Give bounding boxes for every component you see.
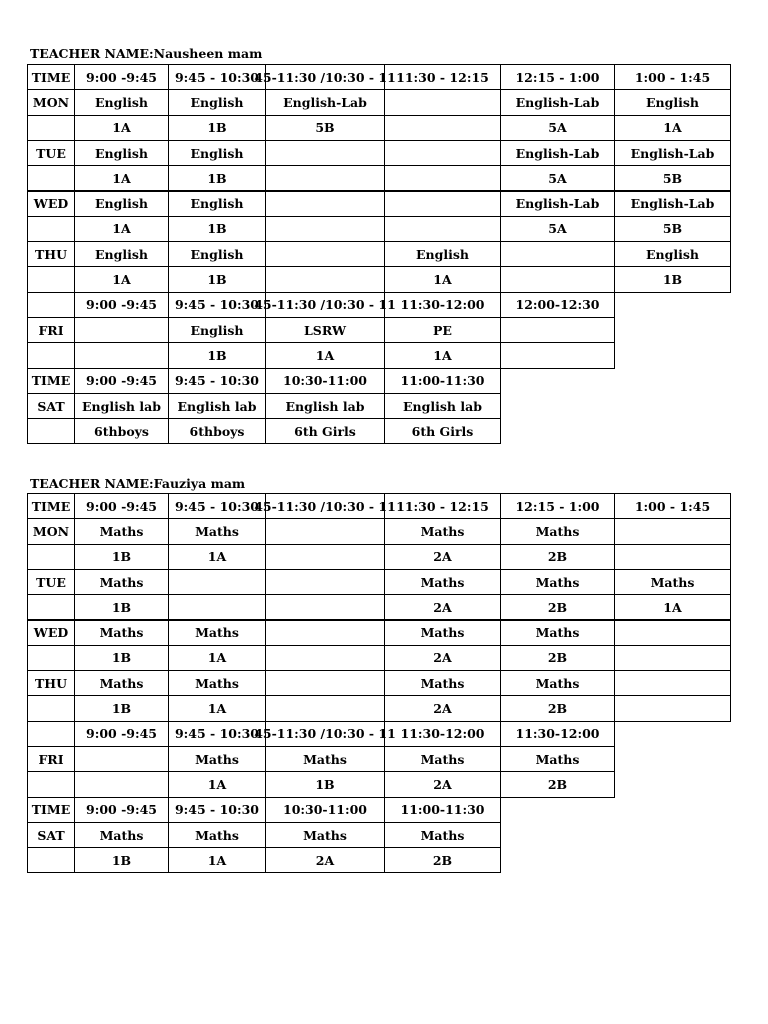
table-cell: 1B: [265, 771, 385, 797]
day-cell: WED: [27, 620, 75, 646]
table-cell: [265, 140, 385, 166]
table-cell: [265, 594, 385, 620]
table-cell: Maths: [614, 569, 731, 595]
day-cell: [27, 771, 75, 797]
day-cell: [27, 115, 75, 141]
day-cell: TIME: [27, 368, 75, 394]
table-cell: English: [74, 241, 169, 267]
table-cell: Maths: [384, 518, 501, 544]
time-header-cell: 12:15 - 1:00: [500, 493, 615, 519]
table-cell: 2B: [384, 847, 501, 873]
table-cell: 5B: [614, 165, 731, 191]
table-cell: 1B: [74, 544, 169, 570]
time-header-cell: 11:30-12:00: [384, 721, 501, 747]
time-header-cell: 11:30-12:00: [500, 721, 615, 747]
table-cell: Maths: [74, 518, 169, 544]
table-cell: Maths: [168, 670, 266, 696]
time-header-cell: 9:00 -9:45: [74, 493, 169, 519]
table-cell: [168, 594, 266, 620]
table-cell: 2A: [384, 544, 501, 570]
table-cell: Maths: [74, 822, 169, 848]
table-cell: [74, 317, 169, 343]
table-cell: English lab: [74, 393, 169, 419]
table-cell: 1B: [168, 115, 266, 141]
time-header-cell: 9:00 -9:45: [74, 292, 169, 318]
time-header-cell: 10:30-11:00: [265, 368, 385, 394]
table-cell: 1B: [74, 695, 169, 721]
day-cell: TIME: [27, 493, 75, 519]
day-cell: THU: [27, 670, 75, 696]
time-header-cell: 9:00 -9:45: [74, 368, 169, 394]
table-cell: 1A: [168, 645, 266, 671]
day-cell: TIME: [27, 64, 75, 90]
table-cell: 1B: [74, 645, 169, 671]
time-header-cell: 1:00 - 1:45: [614, 493, 731, 519]
time-header-cell: 1:00 - 1:45: [614, 64, 731, 90]
table-cell: 1A: [168, 771, 266, 797]
table-cell: English: [74, 140, 169, 166]
teacher-name-title: TEACHER NAME:Nausheen mam: [30, 46, 263, 61]
day-cell: [27, 544, 75, 570]
table-cell: 2A: [265, 847, 385, 873]
table-cell: [265, 695, 385, 721]
time-header-cell: 9:45 - 10:30: [168, 721, 266, 747]
table-cell: 1A: [168, 544, 266, 570]
table-cell: [614, 518, 731, 544]
table-cell: 2B: [500, 544, 615, 570]
table-cell: [265, 544, 385, 570]
time-header-cell: 45-11:30 /10:30 - 11: [265, 292, 385, 318]
table-cell: [74, 746, 169, 772]
time-header-cell: 11:00-11:30: [384, 797, 501, 823]
table-cell: 1A: [74, 165, 169, 191]
table-cell: English lab: [168, 393, 266, 419]
table-cell: Maths: [384, 620, 501, 646]
time-header-cell: 11:30-12:00: [384, 292, 501, 318]
table-cell: [265, 165, 385, 191]
time-header-cell: 10:30-11:00: [265, 797, 385, 823]
table-cell: 1A: [384, 266, 501, 292]
day-cell: [27, 165, 75, 191]
table-cell: Maths: [384, 670, 501, 696]
day-cell: [27, 266, 75, 292]
table-cell: [614, 695, 731, 721]
table-cell: English-Lab: [500, 89, 615, 115]
table-cell: [614, 620, 731, 646]
table-cell: English-Lab: [500, 191, 615, 217]
table-cell: 1A: [265, 342, 385, 368]
table-cell: English-Lab: [614, 191, 731, 217]
day-cell: [27, 847, 75, 873]
time-header-cell: 9:00 -9:45: [74, 64, 169, 90]
table-cell: 1B: [168, 216, 266, 242]
table-cell: 1B: [168, 342, 266, 368]
day-cell: WED: [27, 191, 75, 217]
table-cell: [500, 266, 615, 292]
table-cell: [384, 165, 501, 191]
day-cell: [27, 721, 75, 747]
teacher-name-title: TEACHER NAME:Fauziya mam: [30, 476, 246, 491]
table-cell: English: [384, 241, 501, 267]
table-cell: 2B: [500, 695, 615, 721]
table-cell: Maths: [384, 569, 501, 595]
table-cell: English: [168, 317, 266, 343]
table-cell: English: [168, 140, 266, 166]
table-cell: 6thboys: [168, 418, 266, 444]
table-cell: 1A: [384, 342, 501, 368]
day-cell: TUE: [27, 140, 75, 166]
day-cell: FRI: [27, 746, 75, 772]
table-cell: 1B: [614, 266, 731, 292]
table-cell: English lab: [265, 393, 385, 419]
day-cell: [27, 645, 75, 671]
table-cell: 2A: [384, 771, 501, 797]
time-header-cell: 9:00 -9:45: [74, 797, 169, 823]
table-cell: [384, 191, 501, 217]
day-cell: TIME: [27, 797, 75, 823]
table-cell: [384, 89, 501, 115]
table-cell: [265, 266, 385, 292]
time-header-cell: 12:15 - 1:00: [500, 64, 615, 90]
table-cell: Maths: [500, 746, 615, 772]
day-cell: SAT: [27, 822, 75, 848]
table-cell: [265, 670, 385, 696]
time-header-cell: 9:45 - 10:30: [168, 797, 266, 823]
time-header-cell: 9:00 -9:45: [74, 721, 169, 747]
table-cell: 6th Girls: [265, 418, 385, 444]
time-header-cell: 9:45 - 10:30: [168, 368, 266, 394]
table-cell: 2B: [500, 594, 615, 620]
time-header-cell: 45-11:30 /10:30 - 11: [265, 64, 385, 90]
table-cell: [500, 317, 615, 343]
table-cell: English: [168, 89, 266, 115]
table-cell: [614, 670, 731, 696]
table-cell: PE: [384, 317, 501, 343]
table-cell: 5A: [500, 216, 615, 242]
table-cell: [384, 115, 501, 141]
table-cell: Maths: [168, 746, 266, 772]
table-cell: Maths: [168, 518, 266, 544]
time-header-cell: 9:45 - 10:30: [168, 292, 266, 318]
day-cell: MON: [27, 518, 75, 544]
table-cell: Maths: [500, 569, 615, 595]
day-cell: [27, 216, 75, 242]
time-header-cell: 11:00-11:30: [384, 368, 501, 394]
day-cell: MON: [27, 89, 75, 115]
table-cell: 2A: [384, 695, 501, 721]
table-cell: English: [74, 89, 169, 115]
time-header-cell: 11:30 - 12:15: [384, 64, 501, 90]
table-cell: [265, 620, 385, 646]
table-cell: Maths: [168, 822, 266, 848]
table-cell: 2B: [500, 771, 615, 797]
table-cell: English: [168, 191, 266, 217]
table-cell: Maths: [168, 620, 266, 646]
table-cell: Maths: [74, 670, 169, 696]
table-cell: Maths: [74, 569, 169, 595]
table-cell: English: [74, 191, 169, 217]
table-cell: English-Lab: [614, 140, 731, 166]
table-cell: 1A: [168, 847, 266, 873]
table-cell: English lab: [384, 393, 501, 419]
table-cell: English-Lab: [500, 140, 615, 166]
table-cell: 1B: [74, 847, 169, 873]
day-cell: [27, 292, 75, 318]
table-cell: English-Lab: [265, 89, 385, 115]
table-cell: [384, 140, 501, 166]
table-cell: [265, 645, 385, 671]
day-cell: [27, 418, 75, 444]
time-header-cell: 45-11:30 /10:30 - 11: [265, 721, 385, 747]
table-cell: 1A: [74, 115, 169, 141]
time-header-cell: 9:45 - 10:30: [168, 64, 266, 90]
table-cell: 5A: [500, 115, 615, 141]
table-cell: 1A: [74, 216, 169, 242]
day-cell: [27, 594, 75, 620]
day-cell: FRI: [27, 317, 75, 343]
day-cell: [27, 695, 75, 721]
table-cell: 1B: [168, 266, 266, 292]
table-cell: LSRW: [265, 317, 385, 343]
table-cell: Maths: [384, 822, 501, 848]
table-cell: [265, 191, 385, 217]
table-cell: Maths: [74, 620, 169, 646]
table-cell: Maths: [500, 670, 615, 696]
table-cell: [614, 544, 731, 570]
table-cell: English: [614, 241, 731, 267]
table-cell: Maths: [384, 746, 501, 772]
table-cell: 5B: [614, 216, 731, 242]
day-cell: [27, 342, 75, 368]
time-header-cell: 45-11:30 /10:30 - 11: [265, 493, 385, 519]
time-header-cell: 9:45 - 10:30: [168, 493, 266, 519]
table-cell: Maths: [265, 822, 385, 848]
table-cell: 1B: [74, 594, 169, 620]
table-cell: [614, 645, 731, 671]
table-cell: [168, 569, 266, 595]
time-header-cell: 11:30 - 12:15: [384, 493, 501, 519]
table-cell: 2A: [384, 645, 501, 671]
table-cell: 6thboys: [74, 418, 169, 444]
table-cell: 1A: [74, 266, 169, 292]
table-cell: English: [614, 89, 731, 115]
table-cell: [265, 518, 385, 544]
table-cell: [265, 569, 385, 595]
table-cell: [74, 342, 169, 368]
table-cell: [74, 771, 169, 797]
day-cell: THU: [27, 241, 75, 267]
table-cell: Maths: [500, 518, 615, 544]
table-cell: 5A: [500, 165, 615, 191]
table-cell: 1B: [168, 165, 266, 191]
table-cell: 6th Girls: [384, 418, 501, 444]
table-cell: Maths: [500, 620, 615, 646]
table-cell: [265, 241, 385, 267]
table-cell: 1A: [614, 115, 731, 141]
table-cell: Maths: [265, 746, 385, 772]
table-cell: 1A: [168, 695, 266, 721]
table-cell: 1A: [614, 594, 731, 620]
table-cell: English: [168, 241, 266, 267]
day-cell: SAT: [27, 393, 75, 419]
day-cell: TUE: [27, 569, 75, 595]
table-cell: [500, 241, 615, 267]
table-cell: [384, 216, 501, 242]
table-cell: 2A: [384, 594, 501, 620]
table-cell: [265, 216, 385, 242]
table-cell: [500, 342, 615, 368]
time-header-cell: 12:00-12:30: [500, 292, 615, 318]
table-cell: 5B: [265, 115, 385, 141]
table-cell: 2B: [500, 645, 615, 671]
